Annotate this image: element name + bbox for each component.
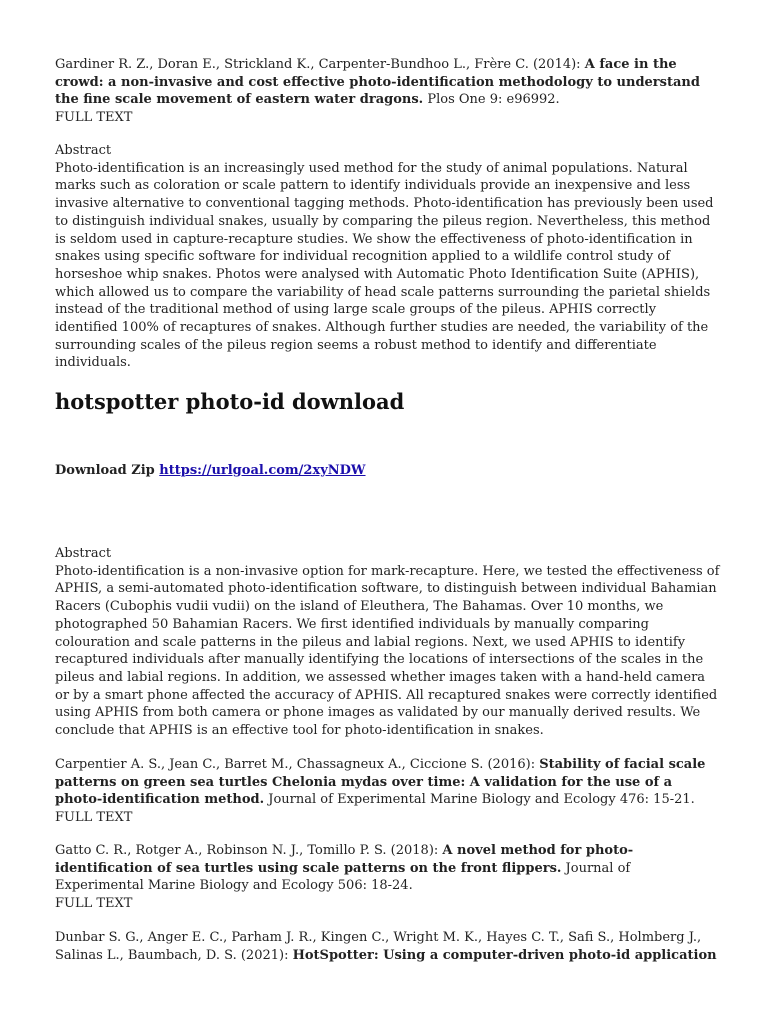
download-label: Download Zip xyxy=(55,463,160,478)
abstract-text: Photo-identification is a non-invasive option for mark-recapture. Here, we tested the effectiveness of APHIS, a semi-automated photo-identification software, to distinguish between individual Bahamian Racers (Cubophis vudii vudii) on the island of Eleuthera, The Bahamas. Over 10 months, we photographed 50 Bahamian Racers. We first identified individuals by manually comparing colouration and scale patterns in the pileus and labial regions. Next, we used APHIS to identify recaptured individuals after manually identifying the locations of intersections of the scales in the pileus and labial regions. In addition, we assessed whether images taken with a hand-held camera or by a smart phone affected the accuracy of APHIS. All recaptured snakes were correctly identified using APHIS from both camera or phone images as validated by our manually derived results. We conclude that APHIS is an effective tool for photo-identification in snakes. xyxy=(55,563,720,739)
full-text-label: FULL TEXT xyxy=(55,110,133,126)
reference-title: A novel method for photo-identification of sea turtles using scale patterns on the front flippers. xyxy=(55,843,634,876)
reference-title: A face in the crowd: a non-invasive and cost effective photo-identification methodology to understand the fine scale movement of eastern water dragons. xyxy=(55,57,700,108)
reference-gardiner xyxy=(55,56,720,127)
reference-journal: Journal of Experimental Marine Biology and Ecology 476: 15-21. xyxy=(264,792,695,808)
download-line xyxy=(55,462,720,480)
reference-title: HotSpotter: Using a computer-driven photo-id application xyxy=(292,947,717,963)
reference-gatto xyxy=(55,842,720,913)
full-text-label: FULL TEXT xyxy=(55,810,133,826)
abstract-heading: Abstract xyxy=(55,546,112,561)
abstract-text: Photo-identification is an increasingly used method for the study of animal populations. Natural marks such as coloration or scale pattern to identify individuals provide an inexpensive and less invasive alternative to conventional tagging methods. Photo-identification has previously been used to distinguish individual snakes, usually by comparing the pileus region. Nevertheless, this method is seldom used in capture-recapture studies. We show the effectiveness of photo-identification in snakes using specific software for individual recognition applied to a wildlife control study of horseshoe whip snakes. Photos were analysed with Automatic Photo Identification Suite (APHIS), which allowed us to compare the variability of head scale patterns surrounding the parietal shields instead of the traditional method of using large scale groups of the pileus. APHIS correctly identified 100% of recaptures of snakes. Although further studies are needed, the variability of the surrounding scales of the pileus region seems a robust method to identify and differentiate individuals. xyxy=(55,160,714,371)
reference-authors: Carpentier A. S., Jean C., Barret M., Chassagneux A., Ciccione S. (2016): xyxy=(55,757,540,772)
reference-journal: Journal of Experimental Marine Biology and Ecology 506: 18-24. xyxy=(55,860,631,894)
reference-title: Stability of facial scale patterns on green sea turtles Chelonia mydas over time: A validation for the use of a photo-identification method. xyxy=(55,757,706,808)
abstract-section-1 xyxy=(55,142,720,372)
abstract-heading: Abstract xyxy=(55,143,112,158)
reference-citation xyxy=(55,56,720,109)
download-link[interactable]: https://urlgoal.com/2xyNDW xyxy=(159,463,366,478)
abstract-section-2 xyxy=(55,545,720,740)
page-heading: hotspotter photo-id download xyxy=(55,389,405,414)
reference-citation xyxy=(55,842,720,895)
reference-carpentier xyxy=(55,756,720,827)
reference-journal: Plos One 9: e96992. xyxy=(423,92,560,108)
full-text-label: FULL TEXT xyxy=(55,896,133,912)
reference-authors: Dunbar S. G., Anger E. C., Parham J. R., Kingen C., Wright M. K., Hayes C. T., Safi S., Holmberg J., Salinas L., Baumbach, D. S. (2021): xyxy=(55,930,702,963)
reference-authors: Gardiner R. Z., Doran E., Strickland K., Carpenter-Bundhoo L., Frère C. (2014): xyxy=(55,57,585,72)
reference-dunbar xyxy=(55,929,720,964)
reference-citation xyxy=(55,756,720,809)
reference-authors: Gatto C. R., Rotger A., Robinson N. J., Tomillo P. S. (2018): xyxy=(55,843,443,858)
reference-citation xyxy=(55,929,720,964)
